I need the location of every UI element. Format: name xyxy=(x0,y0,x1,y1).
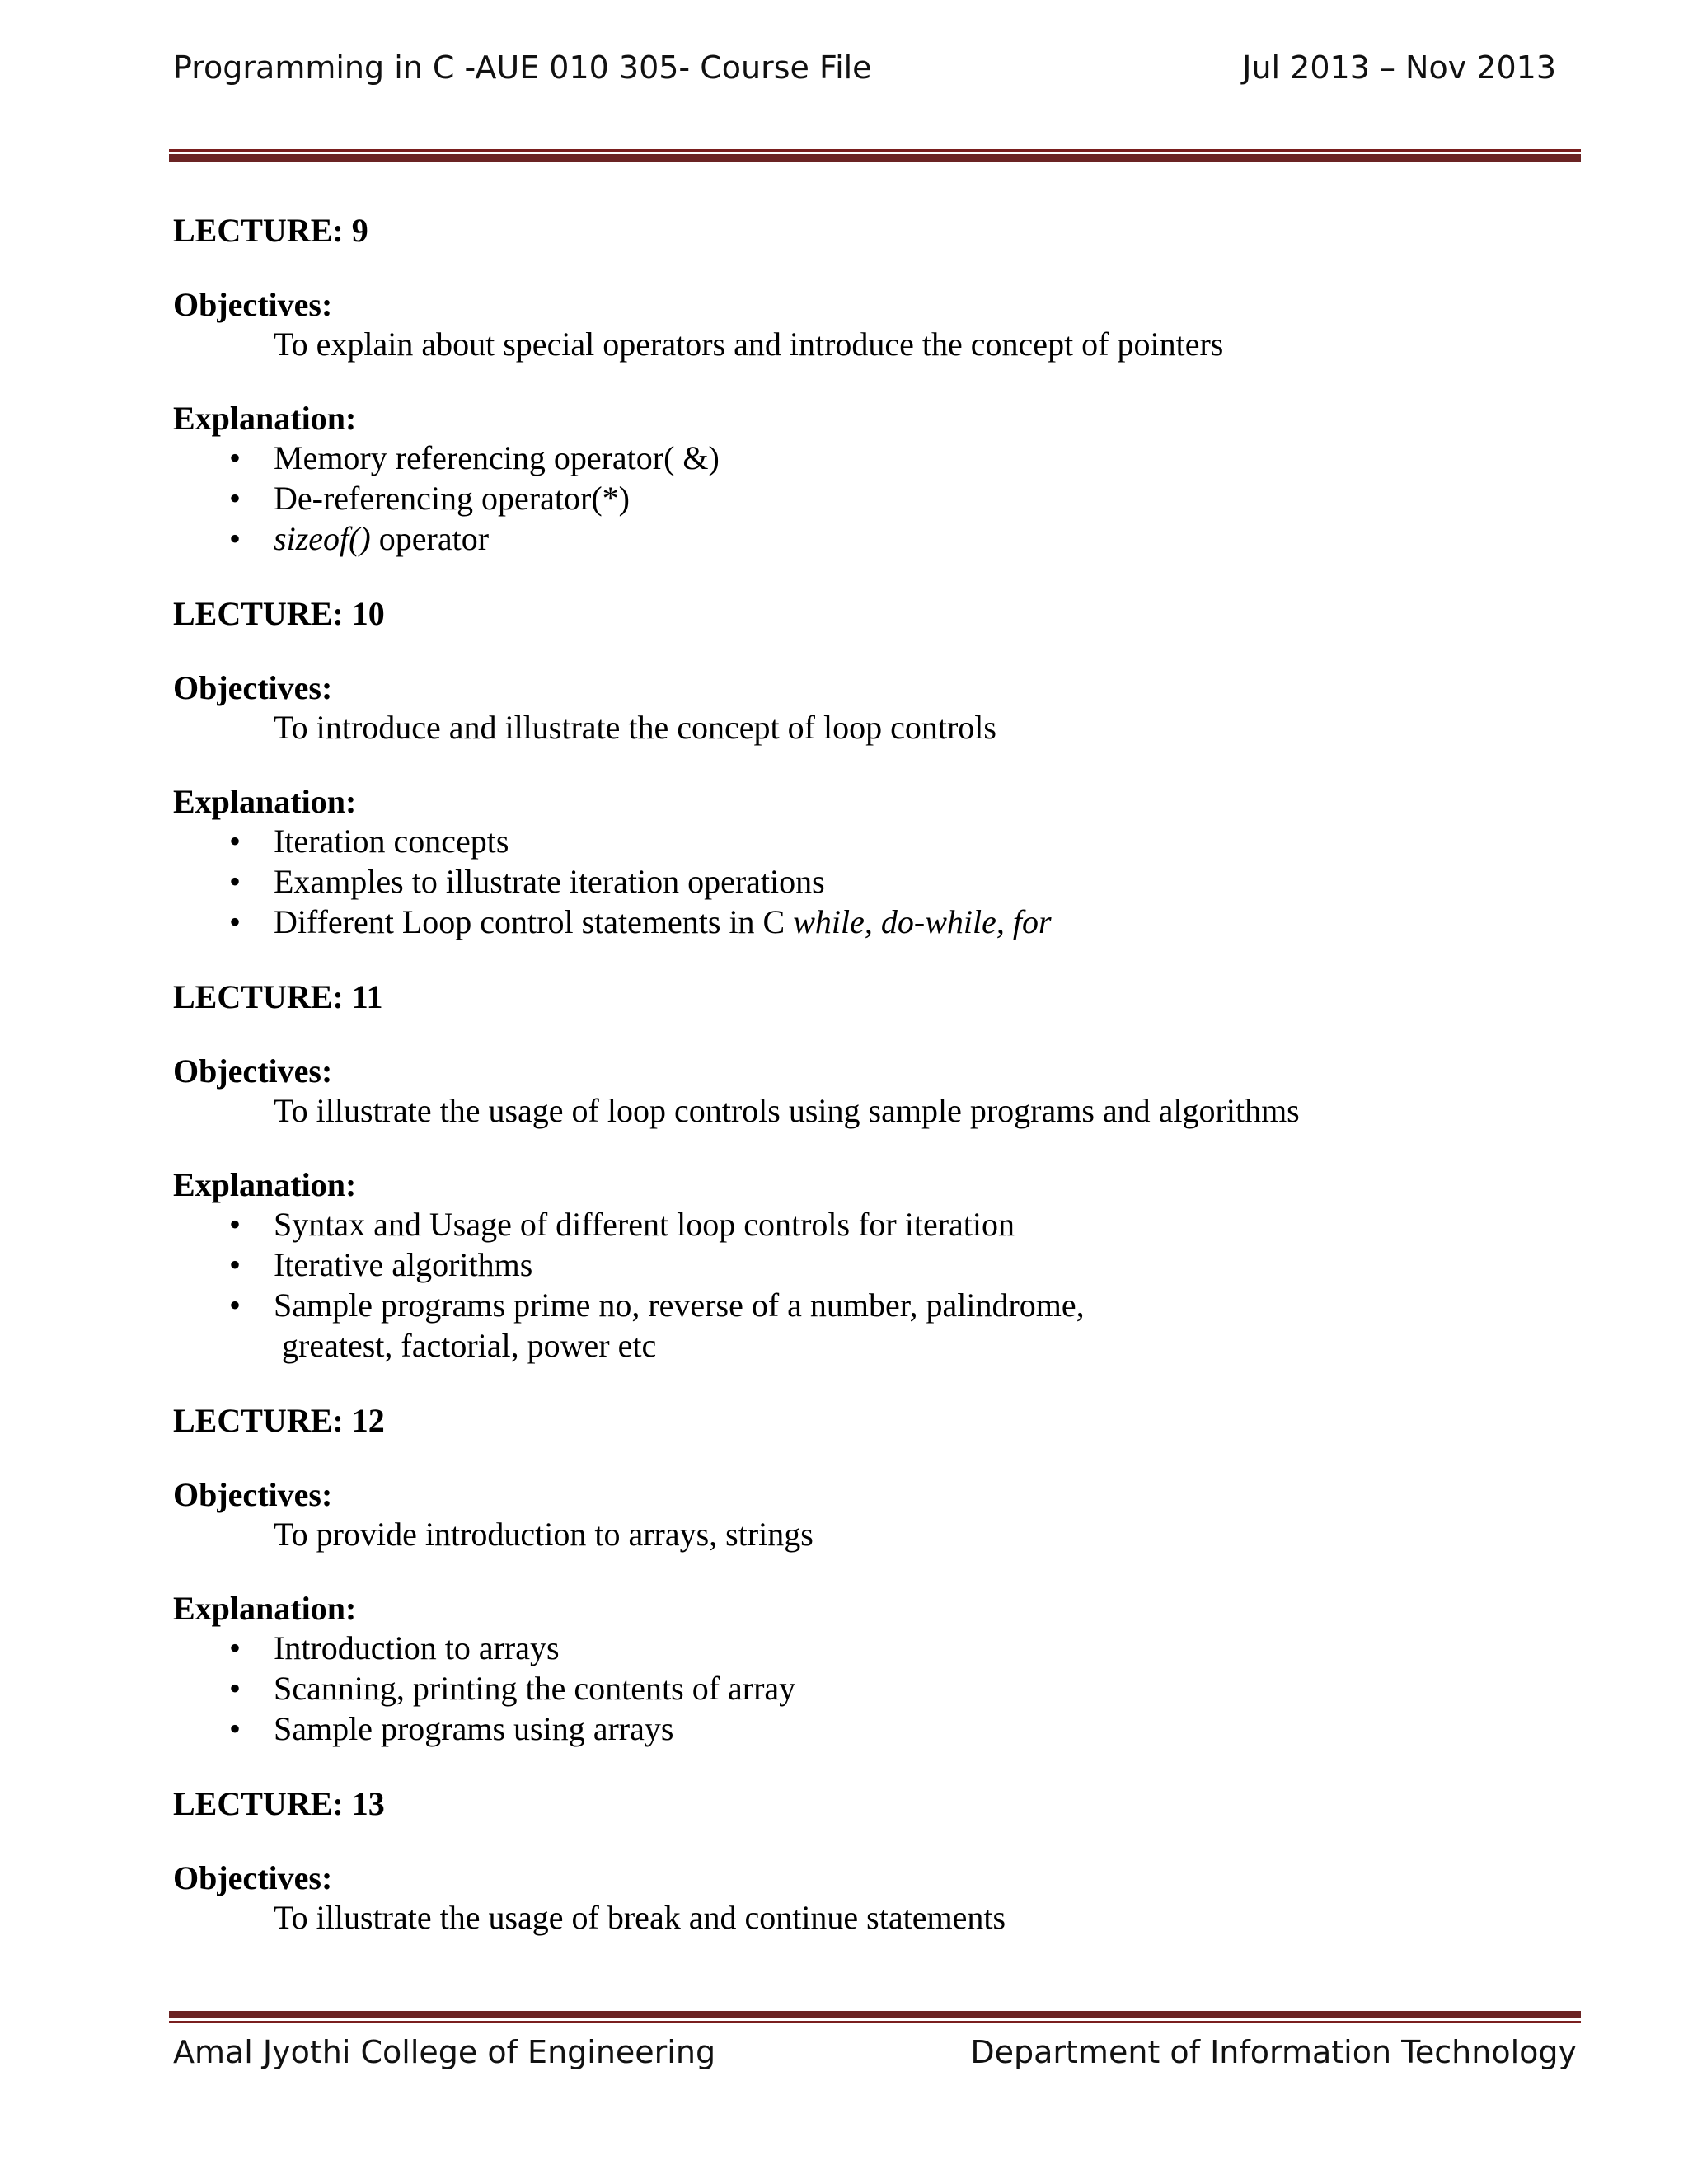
footer-department-name: Department of Information Technology xyxy=(970,2034,1577,2070)
list-item xyxy=(173,821,1574,861)
list-item xyxy=(173,1668,1574,1708)
list-item xyxy=(173,1708,1574,1749)
bullet-icon: • xyxy=(229,1286,241,1324)
explanation-label: Explanation: xyxy=(173,400,357,437)
explanation-list xyxy=(173,1204,1574,1366)
header-course-title: Programming in C -AUE 010 305- Course File xyxy=(173,49,872,86)
list-item xyxy=(173,1204,1574,1244)
explanation-list xyxy=(173,821,1574,942)
list-item-text: Syntax and Usage of different loop controls for iteration xyxy=(274,1206,1015,1243)
list-item-text: De-referencing operator(*) xyxy=(274,480,630,517)
list-item-text: operator xyxy=(370,520,490,557)
lecture-title: LECTURE: 11 xyxy=(173,978,383,1015)
list-item xyxy=(173,1285,1574,1366)
explanation-label: Explanation: xyxy=(173,1166,357,1203)
objective-text: To illustrate the usage of break and continue statements xyxy=(274,1899,1006,1936)
bullet-icon: • xyxy=(229,1246,241,1283)
list-item xyxy=(173,1244,1574,1285)
objectives-label: Objectives: xyxy=(173,1052,333,1090)
list-item-text: Memory referencing operator( &) xyxy=(274,439,720,476)
lecture-title: LECTURE: 9 xyxy=(173,212,368,249)
bullet-icon: • xyxy=(229,863,241,900)
lecture-title: LECTURE: 13 xyxy=(173,1785,385,1822)
list-item-text: Scanning, printing the contents of array xyxy=(274,1670,796,1707)
list-item-text: Different Loop control statements in C xyxy=(274,903,794,940)
objective-text: To provide introduction to arrays, strings xyxy=(274,1516,814,1553)
lecture-11 xyxy=(173,977,1574,1366)
bullet-icon: • xyxy=(229,903,241,940)
list-item xyxy=(173,902,1574,942)
list-item-text: Iterative algorithms xyxy=(274,1246,533,1283)
list-item-text: Introduction to arrays xyxy=(274,1629,560,1666)
explanation-label: Explanation: xyxy=(173,1590,357,1627)
list-item xyxy=(173,1628,1574,1668)
list-item xyxy=(173,478,1574,518)
footer-rule xyxy=(169,2011,1581,2023)
lecture-9 xyxy=(173,210,1574,559)
bullet-icon: • xyxy=(229,480,241,517)
bullet-icon: • xyxy=(229,1670,241,1707)
list-item xyxy=(173,438,1574,478)
objectives-label: Objectives: xyxy=(173,286,333,323)
list-item xyxy=(173,861,1574,902)
objectives-label: Objectives: xyxy=(173,669,333,706)
explanation-list xyxy=(173,1628,1574,1749)
bullet-icon: • xyxy=(229,1629,241,1666)
objective-text: To introduce and illustrate the concept of loop controls xyxy=(274,709,996,746)
bullet-icon: • xyxy=(229,520,241,557)
header-rule xyxy=(169,149,1581,162)
explanation-label: Explanation: xyxy=(173,783,357,820)
list-item-code-term: while, do-while, for xyxy=(793,903,1052,940)
running-header xyxy=(173,49,1556,99)
objective-text: To explain about special operators and introduce the concept of pointers xyxy=(274,326,1224,363)
objective-text: To illustrate the usage of loop controls using sample programs and algorithms xyxy=(274,1092,1300,1129)
explanation-list xyxy=(173,438,1574,559)
lecture-list xyxy=(173,210,1574,1973)
bullet-icon: • xyxy=(229,823,241,860)
bullet-icon: • xyxy=(229,1710,241,1747)
objectives-label: Objectives: xyxy=(173,1476,333,1513)
bullet-icon: • xyxy=(229,1206,241,1243)
list-item-text: Sample programs prime no, reverse of a number, palindrome, xyxy=(274,1286,1085,1324)
header-date-range: Jul 2013 – Nov 2013 xyxy=(1242,49,1556,86)
objectives-label: Objectives: xyxy=(173,1859,333,1896)
list-item xyxy=(173,518,1574,559)
lecture-12 xyxy=(173,1400,1574,1749)
lecture-10 xyxy=(173,593,1574,942)
list-item-text: Sample programs using arrays xyxy=(274,1710,674,1747)
list-item-continuation: greatest, factorial, power etc xyxy=(282,1327,657,1364)
running-footer xyxy=(173,2034,1577,2083)
bullet-icon: • xyxy=(229,439,241,476)
list-item-text: Examples to illustrate iteration operations xyxy=(274,863,825,900)
lecture-13 xyxy=(173,1783,1574,1938)
footer-college-name: Amal Jyothi College of Engineering xyxy=(173,2034,716,2070)
lecture-title: LECTURE: 10 xyxy=(173,595,385,632)
list-item-code-term: sizeof() xyxy=(274,520,371,557)
lecture-title: LECTURE: 12 xyxy=(173,1402,385,1439)
list-item-text: Iteration concepts xyxy=(274,823,509,860)
